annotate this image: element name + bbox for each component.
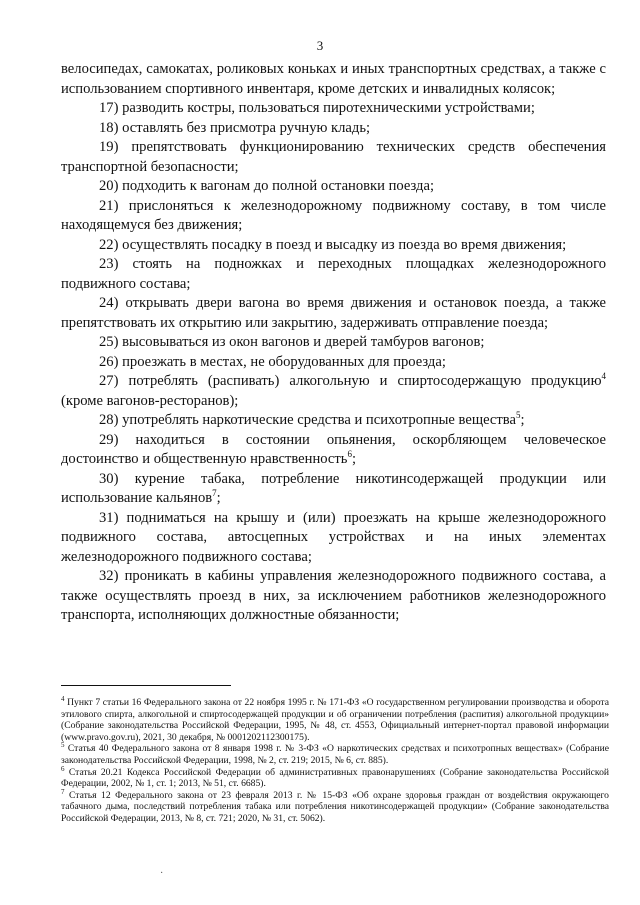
- list-item-17: 17) разводить костры, пользоваться пиротехническими устройствами;: [99, 100, 535, 116]
- footnote-ref-5[interactable]: 5: [515, 410, 521, 421]
- list-item-27: 27) потреблять (распивать) алкогольную и спиртосодержащую продукцию$^4$ (кроме вагонов-ресторанов);: [61, 371, 606, 409]
- list-item-22: 22) осуществлять посадку в поезд и высадку из поезда во время движения;: [99, 236, 567, 253]
- footnote-separator: [61, 685, 231, 686]
- list-item-26: 26) проезжать в местах, не оборудованных для проезда;: [99, 353, 446, 370]
- footnote-7: $^7$ Статья 12 Федерального закона от 23 февраля 2013 г. № 15-ФЗ «Об охране здоровья граждан от воздействия окружающего табачного дыма, последствий потребления табака или потребления никотинсодержащей продукции» (Собрание законодательства Российской Федерации, 2013, № 8, ст. 721; 2020, № 31, ст. 5062).: [61, 787, 609, 824]
- list-item-29: 29) находиться в состоянии опьянения, оскорбляющем человеческое достоинство и общественную нравственность$^6$;: [61, 431, 606, 467]
- list-item-21: 21) прислоняться к железнодорожному подвижному составу, в том числе находящемуся без движения;: [61, 197, 606, 233]
- footnote-5: $^5$ Статья 40 Федерального закона от 8 января 1998 г. № 3-ФЗ «О наркотических средствах и психотропных веществах» (Собрание законодательства Российской Федерации, 1998, № 2, ст. 219; 2015, № 6, ст. 885).: [61, 741, 609, 766]
- list-item-30: 30) курение табака, потребление никотинсодержащей продукции или использование кальянов$^7$;: [61, 470, 606, 506]
- footnote-ref-4[interactable]: 4: [601, 371, 606, 382]
- page-number: 3: [316, 38, 324, 53]
- list-item-18: 18) оставлять без присмотра ручную кладь;: [99, 119, 371, 136]
- footnotes: [61, 694, 609, 825]
- list-item-19: 19) препятствовать функционированию технических средств обеспечения транспортной безопасности;: [61, 139, 606, 175]
- footnote-6: $^6$ Статья 20.21 Кодекса Российской Федерации об административных правонарушениях (Собрание законодательства Российской Федерации, 2002, № 1, ст. 1; 2013, № 51, ст. 6685).: [61, 764, 609, 790]
- list-item-23: 23) стоять на подножках и переходных площадках железнодорожного подвижного состава;: [61, 256, 606, 292]
- list-item-31: 31) подниматься на крышу и (или) проезжать на крыше железнодорожного подвижного состава, автосцепных устройствах и на иных элементах железнодорожного подвижного состава;: [61, 509, 606, 565]
- list-item-25: 25) высовываться из окон вагонов и дверей тамбуров вагонов;: [99, 334, 485, 350]
- list-item-24: 24) открывать двери вагона во время движения и остановок поезда, а также препятствовать их открытию или закрытию, задерживать отправление поезда;: [61, 295, 606, 331]
- document-body: [61, 60, 606, 626]
- list-item-32: 32) проникать в кабины управления железнодорожного подвижного состава, а также осуществлять проезд в них, за исключением работников железнодорожного транспорта, исполняющих должностные обязанности;: [61, 568, 606, 623]
- footnote-ref-7[interactable]: 7: [212, 488, 217, 499]
- stray-mark: ·: [160, 868, 164, 879]
- footnote-4: $^4$ Пункт 7 статьи 16 Федерального закона от 22 ноября 1995 г. № 171-ФЗ «О государственном регулировании производства и оборота этилового спирта, алкогольной и спиртосодержащей продукции и об ограничении потребления (распития) алкогольной продукции» (Собрание законодательства Российской Федерации, 1995, № 48, ст. 4553, Официальный интернет-портал правовой информации (www.pravo.gov.ru), 2021, 30 декабря, № 0001202112300175).: [61, 694, 609, 743]
- list-item-28: 28) употреблять наркотические средства и психотропные вещества$^5$;: [99, 410, 525, 428]
- list-item-20: 20) подходить к вагонам до полной остановки поезда;: [99, 178, 435, 194]
- footnote-ref-6[interactable]: 6: [347, 449, 352, 460]
- paragraph-16-continuation: велосипедах, самокатах, роликовых коньках и иных транспортных средствах, а также с использованием спортивного инвентаря, кроме детских и инвалидных колясок;: [61, 61, 606, 97]
